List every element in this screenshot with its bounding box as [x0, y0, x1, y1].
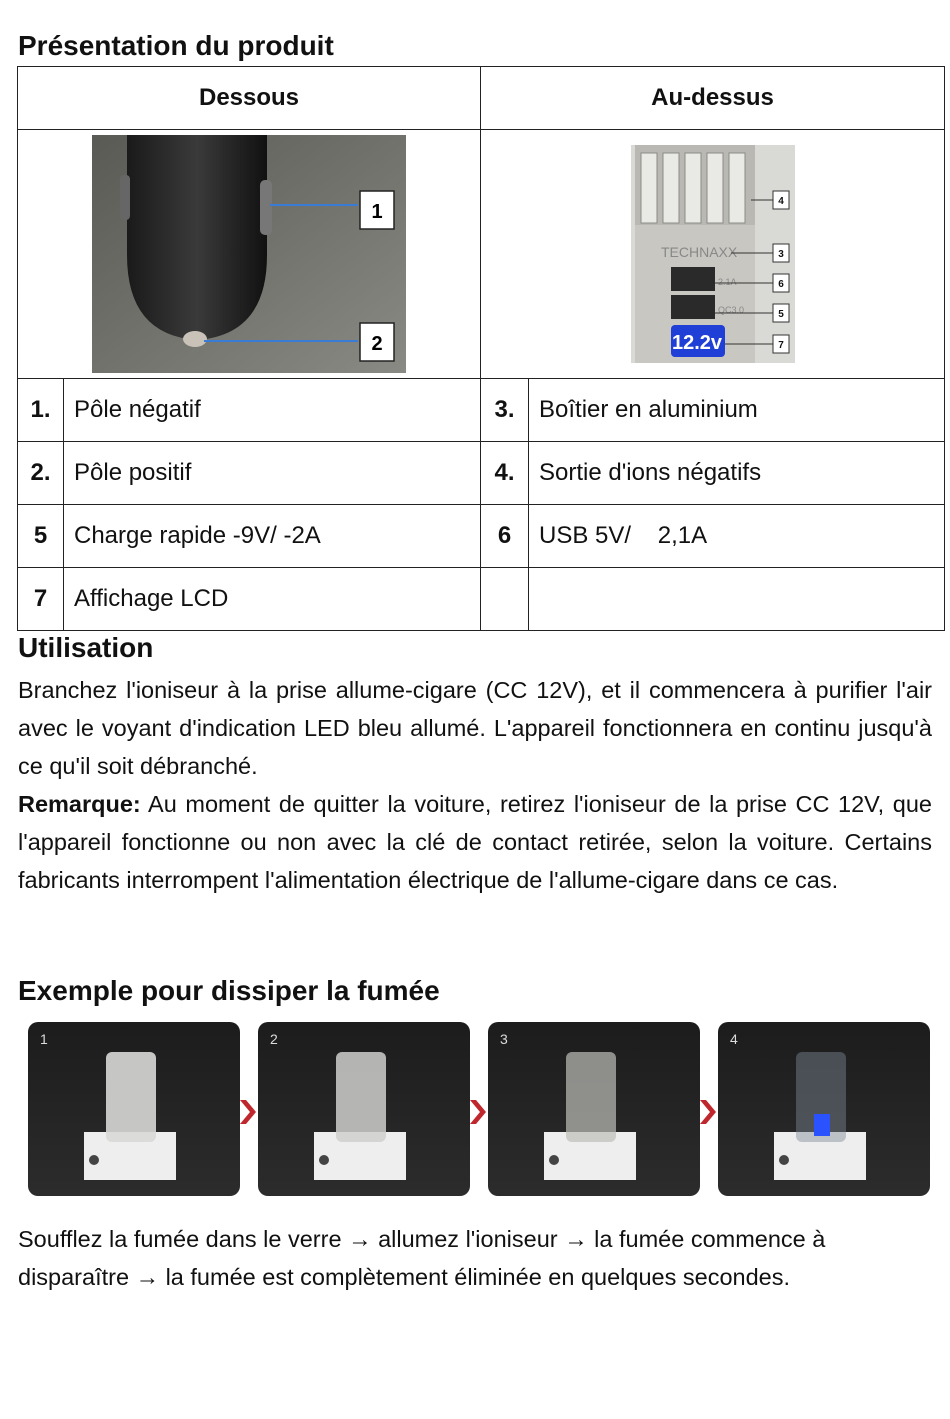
step-panel-4: [718, 1022, 930, 1196]
item-label: Pôle positif: [64, 442, 481, 505]
table-row: [18, 505, 945, 568]
item-label: Affichage LCD: [64, 568, 481, 631]
header-top: Au-dessus: [481, 67, 945, 130]
product-table: [17, 66, 945, 631]
step-panel-2: [258, 1022, 470, 1196]
item-number: 2.: [18, 442, 64, 505]
svg-text:12.2v: 12.2v: [671, 332, 722, 354]
item-label: Sortie d'ions négatifs: [529, 442, 945, 505]
svg-text:1: 1: [371, 201, 383, 223]
note-text: Au moment de quitter la voiture, retirez l'ioniseur de la prise CC 12V, que l'appareil fonctionne ou non avec la clé de contact retirée, selon la voiture. Certains fabricants interrompent l'alimentation électrique de l'allume-cigare dans ce cas.: [18, 791, 932, 893]
arrow-icon: [240, 1100, 256, 1124]
table-row: [18, 568, 945, 631]
callout-4: 4: [777, 196, 784, 207]
item-label: Charge rapide -9V/ -2A: [64, 505, 481, 568]
table-row: [18, 379, 945, 442]
svg-text:2: 2: [371, 333, 383, 355]
svg-text:3: 3: [500, 1031, 508, 1047]
svg-text:2: 2: [270, 1031, 278, 1047]
usage-paragraph: Branchez l'ioniseur à la prise allume-cigare (CC 12V), et il commencera à purifier l'air avec le voyant d'indication LED bleu allumé. L'appareil fonctionnera en continu jusqu'à ce qu'il soit débranché.: [18, 677, 932, 779]
step-panel-1: [28, 1022, 240, 1196]
step-panel-3: [488, 1022, 700, 1196]
header-bottom: Dessous: [18, 67, 481, 130]
item-label: Boîtier en aluminium: [529, 379, 945, 442]
svg-text:TECHNAXX: TECHNAXX: [660, 244, 737, 260]
item-label: Pôle négatif: [64, 379, 481, 442]
note-label: Remarque:: [18, 791, 141, 817]
arrow-icon: [700, 1100, 716, 1124]
bottom-view-image: [92, 135, 406, 373]
item-number: [481, 568, 529, 631]
svg-text:2.1A: 2.1A: [717, 277, 737, 287]
callout-7: 7: [777, 340, 784, 351]
top-view-image: [631, 145, 795, 363]
item-label: USB 5V/ 2,1A: [529, 505, 945, 568]
demo-caption: Soufflez la fumée dans le verre → allumez l'ioniseur → la fumée commence à disparaître → la fumée est complètement éliminée en quelques secondes.: [18, 1226, 826, 1290]
item-number: 6: [481, 505, 529, 568]
item-label: [529, 568, 945, 631]
section-title-example: Exemple pour dissiper la fumée: [18, 975, 440, 1006]
item-number: 7: [18, 568, 64, 631]
smoke-demo-strip: [28, 1022, 932, 1198]
callout-6: 6: [777, 279, 784, 290]
bottom-view-cell: [18, 130, 481, 379]
svg-text:1: 1: [40, 1031, 48, 1047]
section-title-utilisation: Utilisation: [18, 632, 154, 663]
item-number: 4.: [481, 442, 529, 505]
table-row: [18, 442, 945, 505]
callout-5: 5: [777, 309, 784, 320]
section-title-presentation: Présentation du produit: [18, 30, 334, 61]
note-paragraph: [18, 785, 932, 899]
item-number: 3.: [481, 379, 529, 442]
top-view-cell: [481, 130, 945, 379]
callout-3: 3: [777, 249, 784, 260]
arrow-icon: [470, 1100, 486, 1124]
svg-text:QC3.0: QC3.0: [717, 305, 744, 315]
item-number: 1.: [18, 379, 64, 442]
svg-text:4: 4: [730, 1031, 738, 1047]
item-number: 5: [18, 505, 64, 568]
